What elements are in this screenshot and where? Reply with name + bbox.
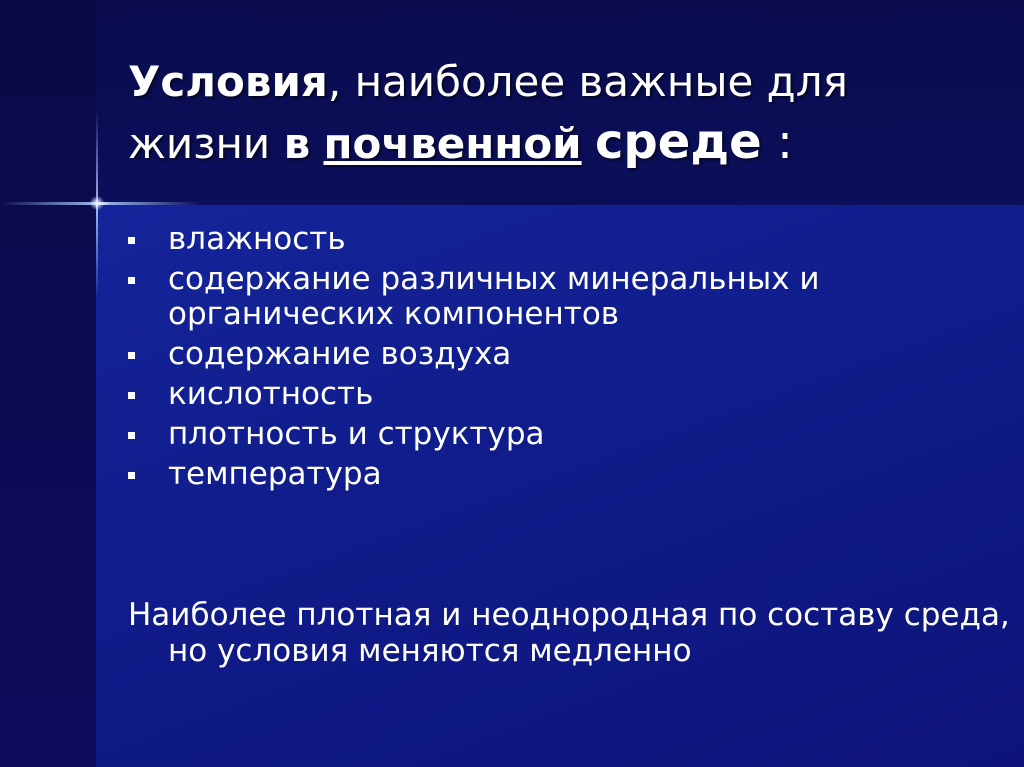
light-flare-center bbox=[90, 196, 104, 210]
list-item bbox=[128, 337, 988, 372]
bullet-square-icon bbox=[128, 237, 135, 244]
bullet-square-icon bbox=[128, 472, 135, 479]
title-colon: : bbox=[761, 114, 794, 170]
title-word-in: в bbox=[283, 119, 311, 168]
title-word-conditions: Условия bbox=[128, 57, 328, 106]
list-item bbox=[128, 377, 988, 412]
list-item-label: кислотность bbox=[168, 376, 374, 412]
title-word-environment: среде bbox=[594, 114, 762, 170]
list-item-label: содержание воздуха bbox=[168, 336, 512, 372]
list-item bbox=[128, 457, 988, 492]
conditions-list bbox=[128, 222, 988, 497]
bullet-square-icon bbox=[128, 352, 135, 359]
list-item-label: температура bbox=[168, 456, 382, 492]
summary-note: Наиболее плотная и неоднородная по составу среда, но условия меняются медленно bbox=[128, 597, 1010, 669]
bullet-square-icon bbox=[128, 432, 135, 439]
bullet-square-icon bbox=[128, 392, 135, 399]
title-word-soil: почвенной bbox=[323, 119, 582, 168]
title-text: , наиболее важные для жизни bbox=[128, 57, 848, 168]
background-left-panel bbox=[0, 0, 96, 767]
slide-title bbox=[128, 52, 988, 174]
list-item bbox=[128, 262, 988, 332]
list-item bbox=[128, 222, 988, 257]
list-item-label: плотность и структура bbox=[168, 416, 545, 452]
list-item bbox=[128, 417, 988, 452]
bullet-square-icon bbox=[128, 277, 135, 284]
list-item-label: содержание различных минеральных и органических компонентов bbox=[168, 261, 820, 332]
list-item-label: влажность bbox=[168, 221, 346, 257]
